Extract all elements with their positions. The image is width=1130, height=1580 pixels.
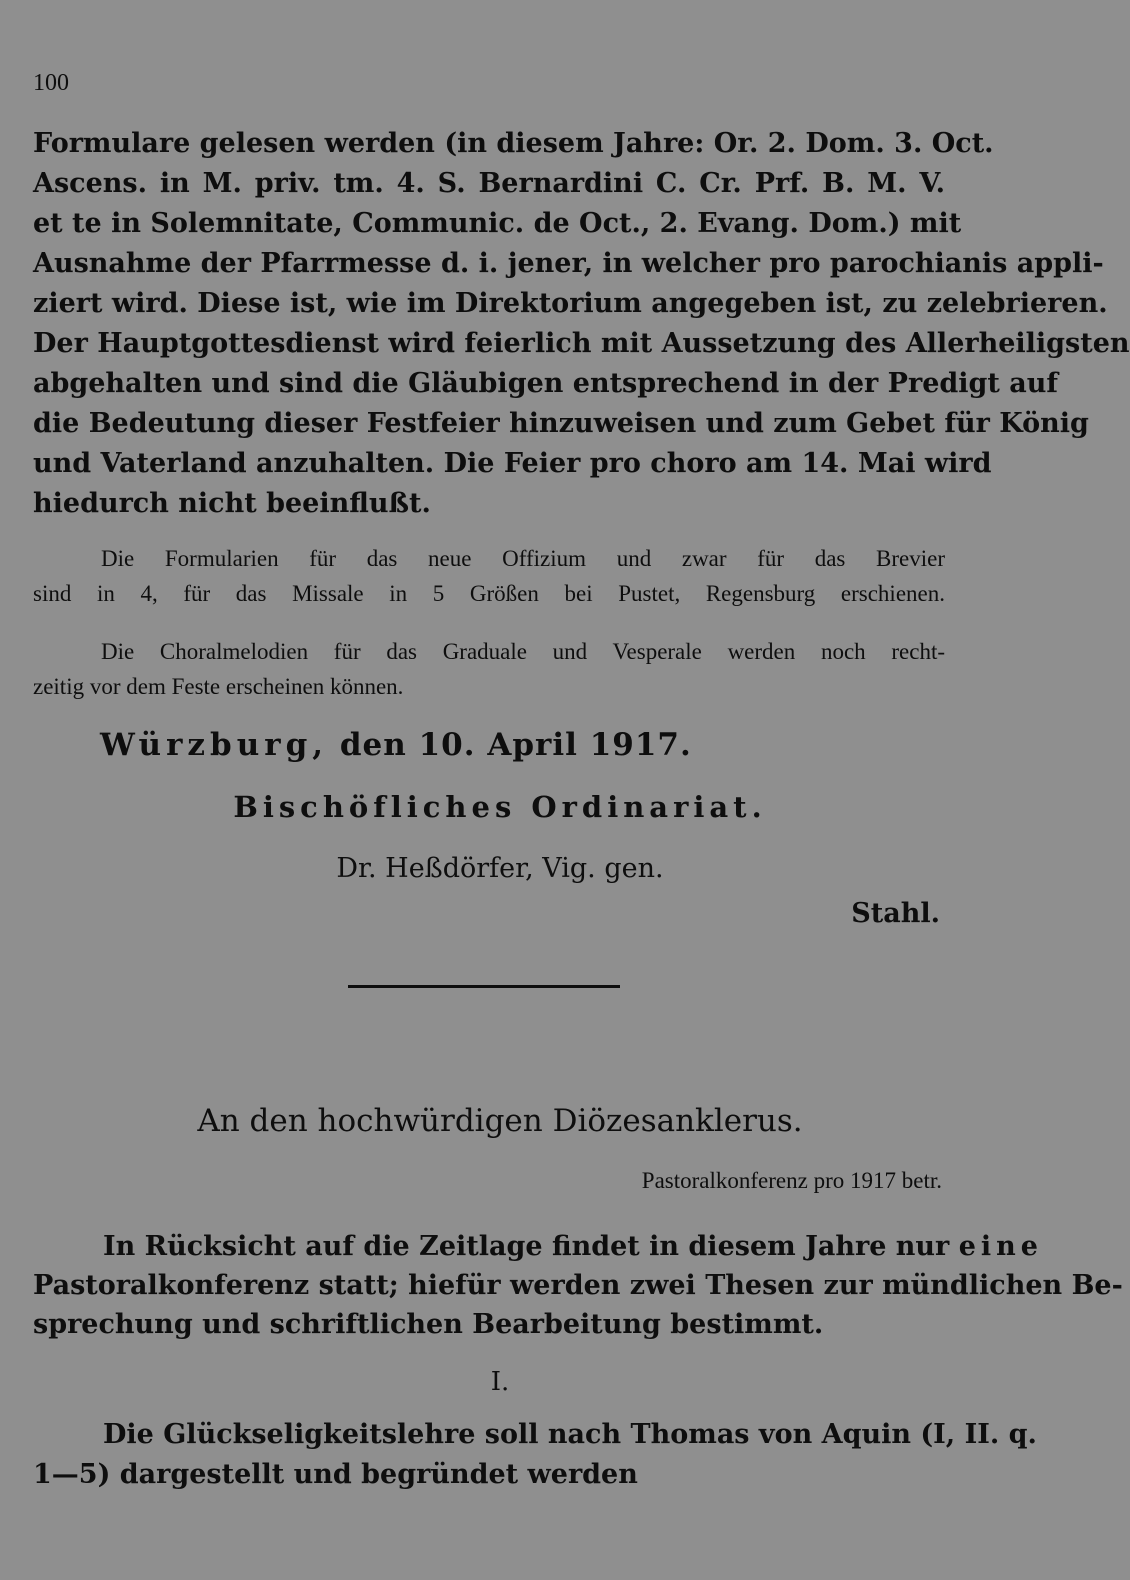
text-line: 1—5) dargestellt und begründet werden	[33, 1459, 638, 1490]
note-formularien	[33, 541, 945, 611]
place-name: Würzburg,	[100, 727, 329, 763]
date-text: den 10. April 1917.	[339, 727, 692, 763]
section-heading: An den hochwürdigen Diözesanklerus.	[197, 1103, 803, 1139]
secretary-signature: Stahl.	[851, 898, 940, 929]
thesis-number: I.	[490, 1367, 510, 1397]
thesis-paragraph	[33, 1415, 1037, 1495]
text-line: zeitig vor dem Feste erscheinen können.	[33, 674, 404, 699]
text-line: ziert wird. Diese ist, wie im Direktorium angegeben ist, zu zelebrieren.	[33, 288, 1108, 319]
text-line: abgehalten und sind die Gläubigen entsprechend in der Predigt auf	[33, 368, 1058, 399]
emphasized-word: eine	[958, 1231, 1043, 1262]
text-line: Pastoralkonferenz statt; hiefür werden zwei Thesen zur mündlichen Be-	[33, 1270, 1123, 1301]
page-number: 100	[33, 70, 69, 96]
text-line: hiedurch nicht beeinflußt.	[33, 488, 431, 519]
text-line: sind in 4, für das Missale in 5 Größen bei Pustet, Regensburg erschienen.	[33, 581, 945, 606]
text-segment: In Rücksicht auf die Zeitlage findet in diesem Jahre nur	[103, 1231, 950, 1262]
text-line: et te in Solemnitate, Communic. de Oct., 2. Evang. Dom.) mit	[33, 208, 962, 239]
main-paragraph	[33, 124, 1130, 524]
text-line: und Vaterland anzuhalten. Die Feier pro choro am 14. Mai wird	[33, 448, 992, 479]
text-line: Ausnahme der Pfarrmesse d. i. jener, in welcher pro parochianis appli-	[33, 248, 1104, 279]
note-choralmelodien	[33, 634, 945, 704]
text-line	[33, 1227, 1043, 1266]
text-line: Die Choralmelodien für das Graduale und Vesperale werden noch recht-	[101, 639, 945, 664]
text-line: Die Glückseligkeitslehre soll nach Thomas von Aquin (I, II. q.	[103, 1419, 1037, 1450]
place-date-line	[100, 727, 692, 763]
text-line: Der Hauptgottesdienst wird feierlich mit Aussetzung des Allerheiligsten	[33, 328, 1130, 359]
text-line: Formulare gelesen werden (in diesem Jahre: Or. 2. Dom. 3. Oct.	[33, 128, 994, 159]
subject-line: Pastoralkonferenz pro 1917 betr.	[641, 1168, 942, 1193]
vicar-general-signature: Dr. Heßdörfer, Vig. gen.	[336, 853, 664, 884]
text-line: die Bedeutung dieser Festfeier hinzuweisen und zum Gebet für König	[33, 408, 1089, 439]
text-line: Die Formularien für das neue Offizium und zwar für das Brevier	[101, 546, 945, 571]
section-divider	[348, 985, 620, 988]
office-name: Bischöfliches Ordinariat.	[233, 790, 767, 824]
text-line: sprechung und schriftlichen Bearbeitung bestimmt.	[33, 1309, 824, 1340]
text-line: Ascens. in M. priv. tm. 4. S. Bernardini C. Cr. Prf. B. M. V.	[33, 168, 945, 199]
conference-paragraph	[33, 1227, 1123, 1344]
